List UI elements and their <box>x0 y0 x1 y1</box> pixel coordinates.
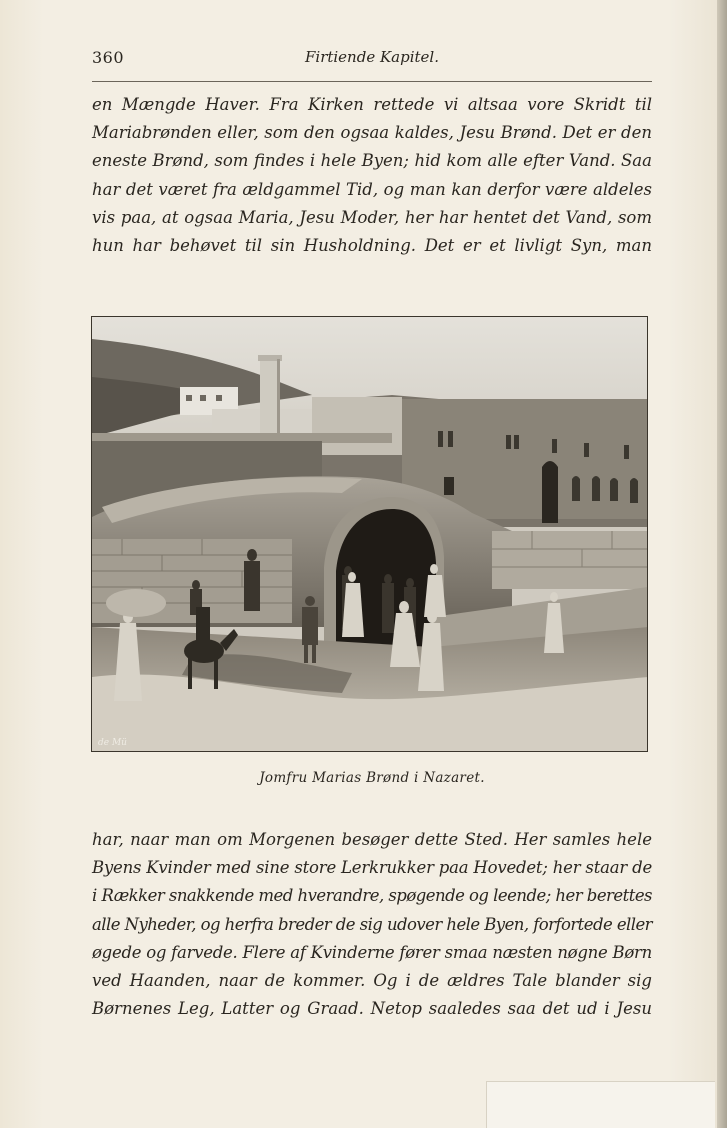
text-line: hun har behøvet til sin Husholdning. Det er et livligt Syn, man <box>92 236 652 256</box>
text-line: Børnenes Leg, Latter og Graad. Netop saaledes saa det ud i Jesu <box>92 999 652 1019</box>
text-line: Byens Kvinder med sine store Lerkrukker paa Hovedet; her staar de <box>92 858 652 878</box>
body-text-top <box>92 91 652 260</box>
photograph-marys-well <box>91 316 648 752</box>
page-edge <box>717 0 727 1128</box>
text-line: en Mængde Haver. Fra Kirken rettede vi altsaa vore Skridt til <box>92 95 652 114</box>
text-line: øgede og farvede. Flere af Kvinderne fører smaa næsten nøgne Børn <box>92 942 652 962</box>
photographer-signature: de Mü <box>98 738 127 748</box>
text-line: har, naar man om Morgenen besøger dette Sted. Her samles hele <box>92 830 652 849</box>
page-header <box>92 48 652 72</box>
text-line: i Rækker snakkende med hverandre, spøgende og leende; her berettes <box>92 886 652 906</box>
figure-caption: Jomfru Marias Brønd i Nazaret. <box>259 770 485 786</box>
text-line: Mariabrønden eller, som den ogsaa kaldes, Jesu Brønd. Det er den <box>92 123 652 143</box>
text-line: ved Haanden, naar de kommer. Og i de ældres Tale blander sig <box>92 971 652 991</box>
text-line: eneste Brønd, som findes i hele Byen; hid kom alle efter Vand. Saa <box>92 151 652 171</box>
text-line: vis paa, at ogsaa Maria, Jesu Moder, her har hentet det Vand, som <box>92 207 652 227</box>
text-line: har det været fra ældgammel Tid, og man kan derfor være aldeles <box>92 179 652 199</box>
body-text-bottom <box>92 826 652 1023</box>
page-number: 360 <box>92 48 125 67</box>
running-title: Firtiende Kapitel. <box>304 48 439 66</box>
corner-label <box>486 1081 715 1128</box>
text-line: alle Nyheder, og herfra breder de sig udover hele Byen, forfortede eller <box>92 914 652 934</box>
header-rule <box>92 81 652 82</box>
